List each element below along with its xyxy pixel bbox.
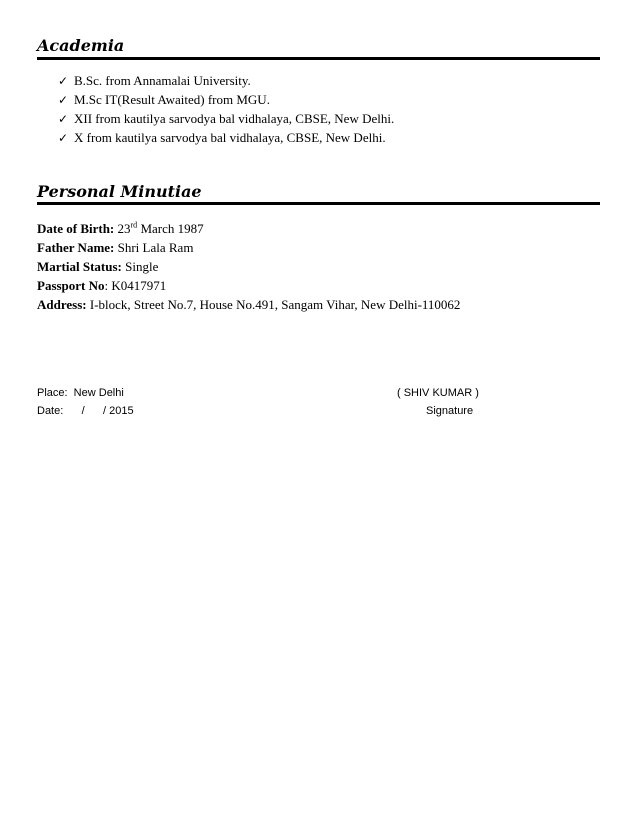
marital-row	[37, 257, 460, 276]
address-value: I-block, Street No.7, House No.491, Sangam Vihar, New Delhi-110062	[86, 297, 461, 312]
academia-item-text: B.Sc. from Annamalai University.	[74, 73, 251, 88]
list-item	[58, 109, 394, 128]
list-item	[58, 128, 394, 147]
passport-label: Passport No	[37, 278, 105, 293]
academia-item-text: XII from kautilya sarvodya bal vidhalaya, CBSE, New Delhi.	[74, 111, 395, 126]
personal-details	[37, 219, 460, 314]
personal-heading: Personal Minutiae	[37, 182, 202, 201]
dob-row	[37, 219, 460, 238]
list-item	[58, 90, 394, 109]
applicant-name: ( SHIV KUMAR )	[397, 387, 479, 399]
dob-suffix: rd	[130, 220, 138, 230]
passport-row	[37, 276, 460, 295]
checkmark-icon: ✓	[58, 112, 69, 126]
academia-item-text: X from kautilya sarvodya bal vidhalaya, CBSE, New Delhi.	[74, 130, 386, 145]
dob-day: 23	[117, 221, 131, 236]
passport-value: : K0417971	[104, 278, 167, 293]
academia-heading: Academia	[37, 36, 125, 55]
father-row	[37, 238, 460, 257]
marital-value: Single	[121, 259, 159, 274]
date-line: Date: / / 2015	[37, 405, 134, 417]
academia-item-text: M.Sc IT(Result Awaited) from MGU.	[74, 92, 270, 107]
signature-label: Signature	[426, 405, 474, 417]
checkmark-icon: ✓	[58, 131, 69, 145]
dob-label: Date of Birth:	[37, 221, 115, 236]
father-value: Shri Lala Ram	[114, 240, 194, 255]
personal-divider	[37, 202, 600, 205]
marital-label: Martial Status:	[37, 259, 122, 274]
place-line: Place: New Delhi	[37, 387, 124, 399]
address-row	[37, 295, 460, 314]
dob-rest: March 1987	[137, 221, 204, 236]
address-label: Address:	[37, 297, 87, 312]
academia-list	[58, 71, 394, 147]
father-label: Father Name:	[37, 240, 115, 255]
list-item	[58, 71, 394, 90]
checkmark-icon: ✓	[58, 74, 69, 88]
checkmark-icon: ✓	[58, 93, 69, 107]
academia-divider	[37, 57, 600, 60]
